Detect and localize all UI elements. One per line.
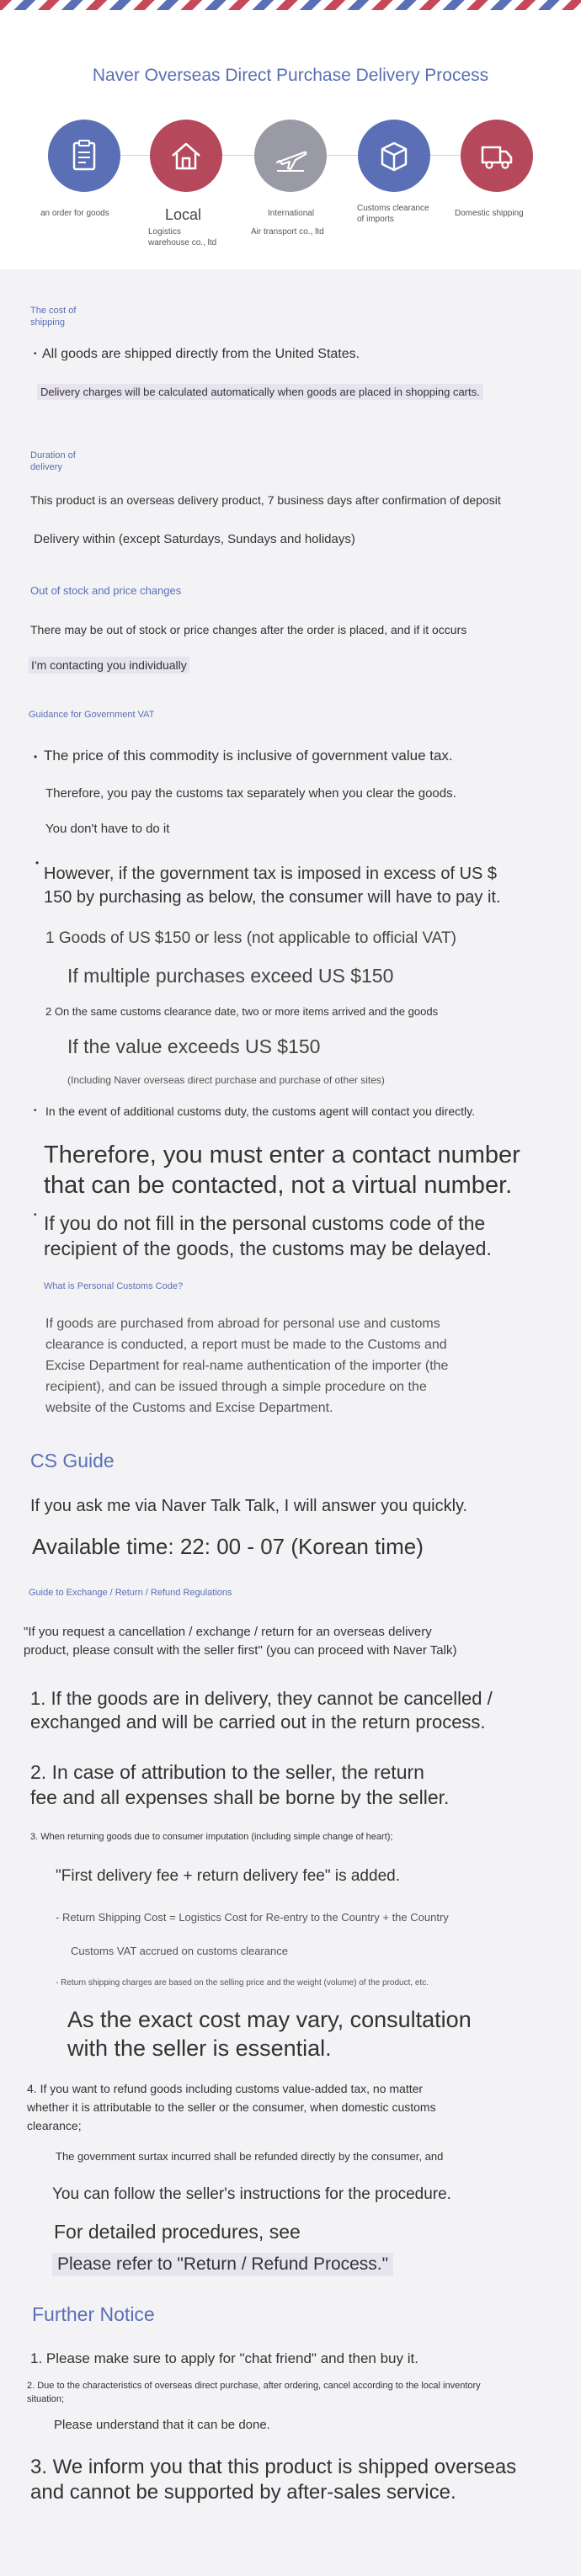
stock-text-1: There may be out of stock or price changes after the order is placed, and if it occurs: [30, 623, 467, 636]
vat-text-4b: 150 by purchasing as below, the consumer will have to pay it.: [44, 888, 501, 907]
airplane-icon: [272, 137, 309, 174]
cs-heading: CS Guide: [30, 1450, 115, 1472]
pcc-heading: What is Personal Customs Code?: [44, 1281, 184, 1291]
step-customs: [358, 120, 430, 192]
exchange-text-11b: whether it is attributable to the seller or the consumer, when domestic customs: [27, 2100, 436, 2114]
vat-heading: Guidance for Government VAT: [29, 710, 155, 720]
exchange-text-5: 3. When returning goods due to consumer imputation (including simple change of heart);: [30, 1832, 393, 1842]
page-title: Naver Overseas Direct Purchase Delivery Process: [92, 66, 489, 85]
vat-text-8: If the value exceeds US $150: [67, 1035, 321, 1057]
exchange-text-1: "If you request a cancellation / exchange / return for an overseas delivery: [24, 1625, 432, 1639]
further-notice-text-2a: 2. Due to the characteristics of overseas direct purchase, after ordering, cancel according to the local inventory: [27, 2381, 481, 2391]
duration-text-2: Delivery within (except Saturdays, Sundays and holidays): [34, 532, 355, 546]
vat-text-10: In the event of additional customs duty, the customs agent will contact you directly.: [45, 1104, 475, 1118]
vat-text-2: Therefore, you pay the customs tax separately when you clear the goods.: [45, 786, 456, 801]
bullet: •: [34, 1106, 37, 1115]
cost-text-2: Delivery charges will be calculated automatically when goods are placed in shopping carts.: [37, 384, 483, 400]
exchange-text-3b: exchanged and will be carried out in the return process.: [30, 1711, 486, 1732]
step-warehouse-label: Logistics warehouse co., ltd: [148, 227, 217, 247]
vat-text-12a: If you do not fill in the personal customs code of the: [44, 1212, 486, 1234]
further-notice-text-4b: and cannot be supported by after-sales service.: [30, 2481, 456, 2504]
exchange-text-3a: 1. If the goods are in delivery, they cannot be cancelled /: [30, 1688, 493, 1709]
vat-text-7: 2 On the same customs clearance date, two or more items arrived and the goods: [45, 1005, 439, 1018]
bullet: •: [35, 857, 40, 869]
step-domestic-label: Domestic shipping: [455, 209, 524, 218]
pcc-text-4: recipient), and can be issued through a simple procedure on the: [45, 1380, 427, 1394]
exchange-text-4a: 2. In case of attribution to the seller, the return: [30, 1761, 424, 1783]
notice-content: [0, 269, 581, 2576]
step-order: [48, 120, 120, 192]
duration-text-1: This product is an overseas delivery product, 7 business days after confirmation of deposit: [30, 493, 501, 507]
vat-text-12b: recipient of the goods, the customs may be delayed.: [44, 1237, 492, 1259]
cs-text-1: If you ask me via Naver Talk Talk, I will answer you quickly.: [30, 1497, 468, 1515]
step-international-label: International: [268, 209, 315, 218]
exchange-text-15: Please refer to "Return / Refund Process.": [52, 2253, 393, 2276]
step-warehouse: [150, 120, 222, 192]
exchange-text-11a: 4. If you want to refund goods including customs value-added tax, no matter: [27, 2082, 424, 2095]
exchange-text-12: The government surtax incurred shall be refunded directly by the consumer, and: [56, 2150, 444, 2163]
exchange-text-10a: As the exact cost may vary, consultation: [67, 2007, 472, 2032]
bullet: •: [34, 751, 38, 763]
step-warehouse-big-label: Local: [165, 206, 202, 223]
duration-heading: Duration of delivery: [30, 450, 76, 473]
bullet: •: [34, 349, 37, 359]
further-notice-text-3: Please understand that it can be done.: [54, 2418, 270, 2432]
exchange-text-6: "First delivery fee + return delivery fee" is added.: [56, 1867, 400, 1885]
vat-text-6: If multiple purchases exceed US $150: [67, 965, 394, 987]
step-customs-label: Customs clearance of imports: [357, 204, 429, 224]
further-notice-text-2b: situation;: [27, 2394, 65, 2404]
vat-text-1: The price of this commodity is inclusive of government value tax.: [44, 748, 453, 764]
pcc-text-5: website of the Customs and Excise Department.: [45, 1401, 333, 1415]
pcc-text-3: Excise Department for real-name authentication of the importer (the: [45, 1359, 449, 1373]
cs-text-2: Available time: 22: 00 - 07 (Korean time): [32, 1534, 424, 1559]
further-notice-text-1: 1. Please make sure to apply for "chat friend" and then buy it.: [30, 2350, 418, 2366]
truck-icon: [478, 137, 515, 174]
vat-text-11a: Therefore, you must enter a contact number: [44, 1142, 520, 1168]
exchange-text-7: - Return Shipping Cost = Logistics Cost for Re-entry to the Country + the Country: [56, 1911, 449, 1924]
exchange-text-11c: clearance;: [27, 2119, 82, 2132]
clipboard-icon: [66, 137, 103, 174]
step-order-label: an order for goods: [40, 209, 109, 218]
bullet: •: [34, 1211, 37, 1220]
step-international: [254, 120, 327, 192]
exchange-heading: Guide to Exchange / Return / Refund Regulations: [29, 1588, 232, 1598]
exchange-text-14: For detailed procedures, see: [54, 2221, 301, 2243]
further-notice-heading: Further Notice: [32, 2303, 155, 2325]
exchange-text-13: You can follow the seller's instructions for the procedure.: [52, 2185, 451, 2203]
box-icon: [376, 137, 413, 174]
exchange-text-4b: fee and all expenses shall be borne by the seller.: [30, 1786, 450, 1808]
cost-heading: The cost of shipping: [30, 306, 77, 328]
stock-heading: Out of stock and price changes: [30, 584, 182, 597]
exchange-text-9: - Return shipping charges are based on the selling price and the weight (volume) of the product, etc.: [56, 1978, 429, 1988]
further-notice-text-4a: 3. We inform you that this product is shipped overseas: [30, 2456, 517, 2478]
vat-text-4a: However, if the government tax is imposed in excess of US $: [44, 865, 498, 883]
exchange-text-8: Customs VAT accrued on customs clearance: [71, 1945, 288, 1957]
exchange-text-2: product, please consult with the seller first" (you can proceed with Naver Talk): [24, 1643, 457, 1658]
exchange-text-10b: with the seller is essential.: [67, 2036, 332, 2061]
pcc-text-2: clearance is conducted, a report must be made to the Customs and: [45, 1338, 447, 1352]
delivery-process-header: [0, 10, 581, 269]
pcc-text-1: If goods are purchased from abroad for personal use and customs: [45, 1317, 440, 1331]
vat-text-9: (Including Naver overseas direct purchase and purchase of other sites): [67, 1074, 385, 1086]
stock-text-2: I'm contacting you individually: [29, 657, 189, 673]
vat-text-3: You don't have to do it: [45, 822, 170, 836]
cost-text-1: All goods are shipped directly from the United States.: [42, 347, 360, 361]
airmail-border: [0, 0, 581, 10]
step-domestic: [461, 120, 533, 192]
house-icon: [168, 137, 205, 174]
step-international-sub: Air transport co., ltd: [251, 227, 324, 237]
vat-text-5: 1 Goods of US $150 or less (not applicable to official VAT): [45, 929, 456, 947]
vat-text-11b: that can be contacted, not a virtual number.: [44, 1172, 513, 1199]
